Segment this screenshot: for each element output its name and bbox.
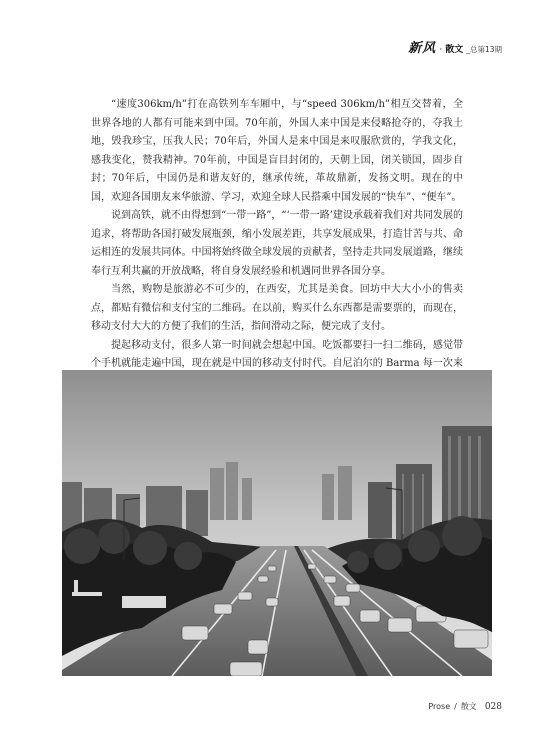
running-header	[408, 37, 502, 56]
paragraph-3: 当然，购物是旅游必不可少的，在西安，尤其是美食。回坊中大大小小的售卖点，都贴有微信和支付宝的二维码。在以前，购买什么东西都是需要票的，而现在，移动支付大大的方便了我们的生活，指间滑动之际，便完成了支付。	[91, 284, 463, 332]
footer-label: Prose	[428, 702, 451, 711]
header-separator: ·	[439, 45, 443, 55]
header-issue: _总第13期	[466, 45, 502, 54]
magazine-logo: 新风	[408, 41, 437, 56]
page-footer	[428, 701, 502, 712]
header-section: 散文	[445, 45, 464, 55]
paragraph-4: 提起移动支付，很多人第一时间就会想起中国。吃饭都要扫一扫二维码，感觉带个手机就能走遍中国，现在就是中国的移动支付时代。自尼泊尔的 Barma 每一次来	[91, 339, 463, 369]
city-avenue-photo	[62, 370, 492, 676]
paragraph-2: 说到高铁，就不由得想到“一带一路”，“‘一带一路’建设承载着我们对共同发展的追求，将帮助各国打破发展瓶颈，缩小发展差距，共享发展成果，打造甘苦与共、命运相连的发展共同体。中国将始终做全球发展的贡献者，坚持走共同发展道路，继续奉行互利共赢的开放战略，将自身发展经验和机遇同世界各国分享。	[91, 210, 463, 277]
paragraph-1: “速度306km/h”打在高铁列车车厢中，与“speed 306km/h”相互交替着，全世界各地的人都有可能来到中国。70年前，外国人来中国是来侵略抢夺的，夺我土地，毁我珍宝，压我人民；70年后，外国人是来中国是来叹服欣赏的，学我文化，感我变化，赞我精神。70年前，中国是盲目封闭的，天朝上国，闭关锁国，固步自封；70年后，中国仍是和谐友好的，继承传统，革故鼎新，发扬文明。现在的中国，欢迎各国朋友来华旅游、学习，欢迎全球人民搭乘中国发展的“快车”、“便车”。	[91, 99, 463, 203]
footer-section: 散文	[460, 702, 477, 711]
page-number: 028	[484, 702, 502, 712]
footer-separator: /	[454, 702, 457, 711]
